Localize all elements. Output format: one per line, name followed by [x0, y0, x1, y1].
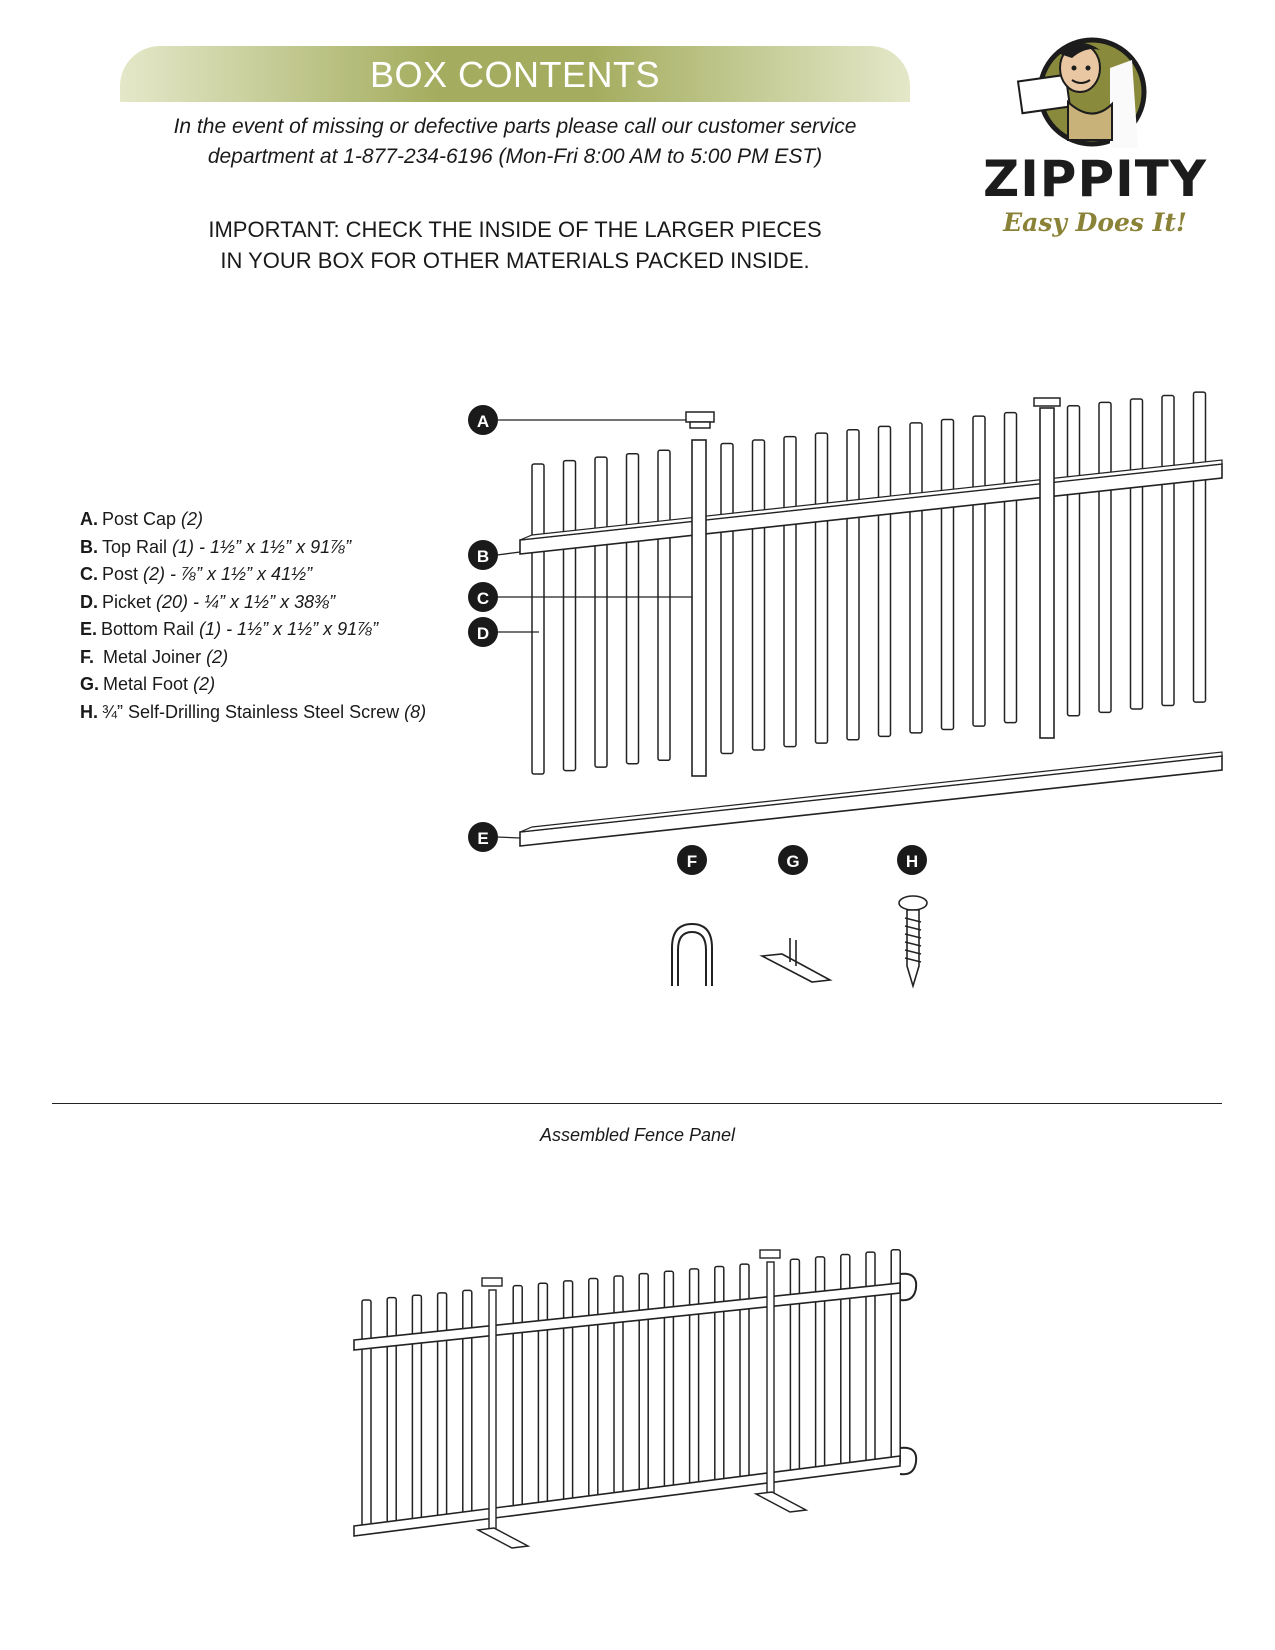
callout-label: E [477, 829, 489, 848]
picket [564, 1281, 573, 1506]
picket [513, 1286, 522, 1513]
part-letter: D. [80, 591, 98, 612]
assembled-foot [756, 1492, 806, 1512]
part-letter: A. [80, 509, 98, 529]
part-name: Top Rail [102, 536, 173, 557]
picket [664, 1271, 673, 1493]
figure-caption: Assembled Fence Panel [539, 1125, 736, 1145]
logo-tagline: Easy Does It! [1003, 208, 1187, 237]
picket [614, 1276, 623, 1500]
assembled-post-cap [482, 1278, 502, 1286]
callout-label: B [476, 547, 490, 566]
page-title: BOX CONTENTS [369, 54, 661, 95]
important-line: IN YOUR BOX FOR OTHER MATERIALS PACKED INSIDE. [220, 248, 810, 273]
part-detail: (2) - ⅞” x 1½” x 41½” [143, 564, 313, 584]
callout-label: F [686, 852, 698, 871]
assembled-post-cap [760, 1250, 780, 1258]
part-name: Metal Foot [103, 674, 194, 694]
callout-label: D [476, 624, 490, 643]
notice-line: In the event of missing or defective parts please call our customer service [173, 115, 857, 138]
picket [816, 1257, 825, 1474]
picket [589, 1278, 598, 1503]
assembled-bottom-rail [354, 1456, 900, 1536]
callout-label: G [786, 852, 800, 871]
part-letter: G. [80, 674, 100, 694]
callout-label: C [476, 589, 490, 608]
picket [438, 1293, 447, 1523]
part-detail: (1) - 1½” x 1½” x 91⅞” [172, 536, 352, 557]
assembled-post [489, 1290, 496, 1530]
assembled-joiner [900, 1274, 916, 1300]
picket [362, 1300, 371, 1532]
part-detail: (2) [206, 646, 229, 667]
part-letter: F. [80, 646, 95, 667]
important-line: IMPORTANT: CHECK THE INSIDE OF THE LARGER PIECES [208, 217, 822, 242]
part-letter: E. [80, 619, 98, 639]
part-detail: (1) - 1½” x 1½” x 91⅞” [199, 619, 379, 639]
logo-name: ZIPPITY [982, 150, 1208, 208]
assembled-foot [478, 1528, 528, 1548]
picket [891, 1250, 900, 1465]
assembled-joiner [900, 1448, 916, 1474]
part-name: Bottom Rail [101, 619, 200, 639]
part-name: Post [102, 564, 144, 584]
part-name: Post Cap [102, 509, 182, 529]
part-name: Picket [102, 591, 157, 612]
picket [463, 1290, 472, 1519]
picket [639, 1274, 648, 1497]
callout-label: A [476, 412, 490, 431]
picket [866, 1252, 875, 1467]
picket [841, 1255, 850, 1471]
notice-line: department at 1-877-234-6196 (Mon-Fri 8:00 AM to 5:00 PM EST) [207, 145, 823, 168]
picket [412, 1295, 421, 1525]
picket [690, 1269, 699, 1490]
picket [790, 1259, 799, 1477]
picket [387, 1298, 396, 1529]
picket [740, 1264, 749, 1484]
picket [715, 1266, 724, 1486]
part-letter: H. [80, 701, 98, 722]
part-letter: B. [80, 536, 98, 557]
part-detail: (20) - ¼” x 1½” x 38⅜” [156, 591, 336, 612]
picket [538, 1283, 547, 1509]
callout-label: H [905, 852, 919, 871]
part-detail: (8) [404, 701, 427, 722]
part-letter: C. [80, 564, 98, 584]
part-detail: (2) [181, 509, 204, 529]
part-name: ¾” Self-Drilling Stainless Steel Screw [102, 701, 405, 722]
part-name: Metal Joiner [98, 646, 207, 667]
assembled-post [767, 1262, 774, 1494]
part-detail: (2) [193, 674, 216, 694]
